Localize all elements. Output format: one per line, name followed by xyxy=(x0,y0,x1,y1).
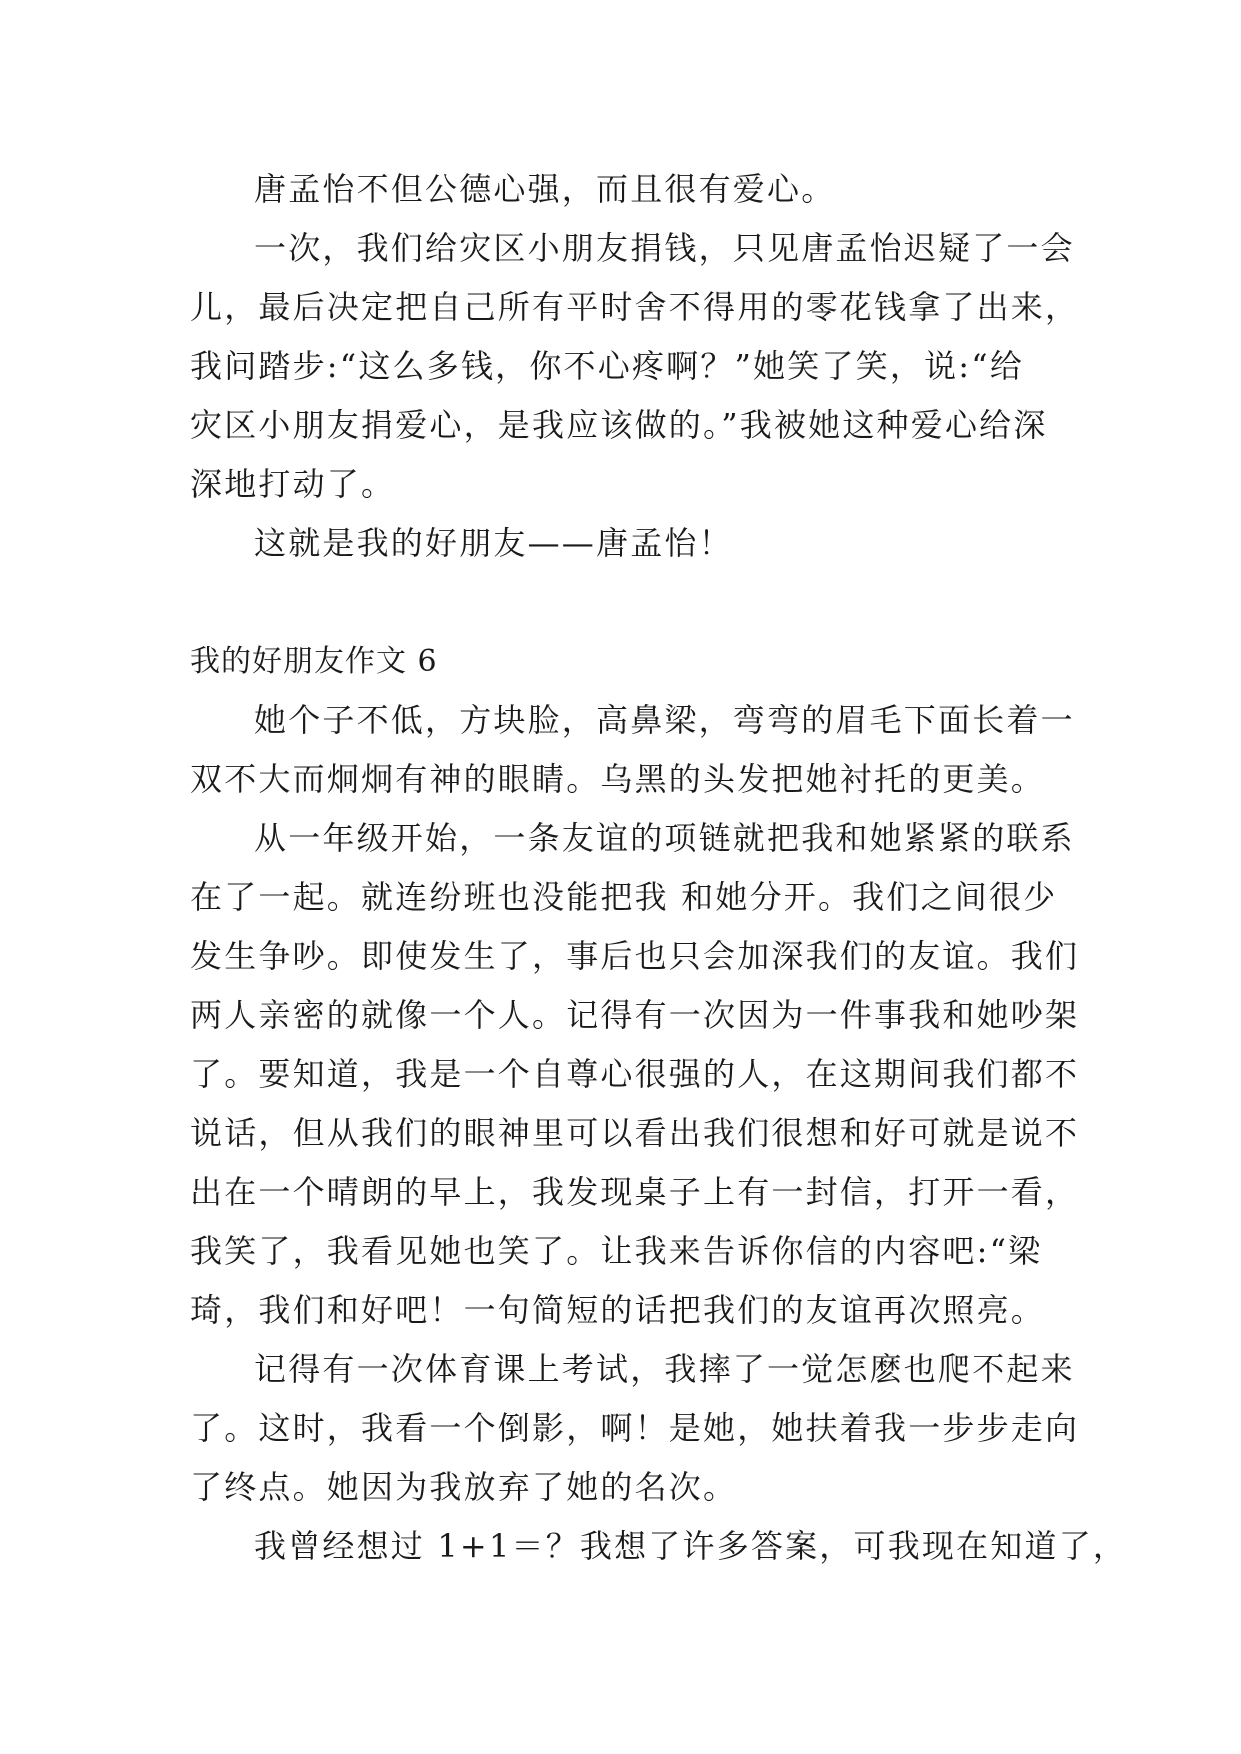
text-line: 唐孟怡不但公德心强，而且很有爱心。 xyxy=(254,170,836,208)
text-line: 发生争吵。即使发生了，事后也只会加深我们的友谊。我们 xyxy=(190,937,1080,975)
paragraph xyxy=(190,1517,1128,1576)
paragraph xyxy=(190,1340,1080,1517)
text-line: 儿，最后决定把自己所有平时舍不得用的零花钱拿了出来， xyxy=(190,288,1080,326)
text-line: 双不大而炯炯有神的眼睛。乌黑的头发把她衬托的更美。 xyxy=(190,760,1046,798)
document-body xyxy=(190,160,1128,1576)
text-line: 出在一个晴朗的早上，我发现桌子上有一封信，打开一看， xyxy=(190,1173,1080,1211)
text-line: 了。要知道，我是一个自尊心很强的人，在这期间我们都不 xyxy=(190,1055,1080,1093)
text-line: 灾区小朋友捐爱心，是我应该做的。”我被她这种爱心给深 xyxy=(190,406,1048,444)
text-line: 琦，我们和好吧！一句简短的话把我们的友谊再次照亮。 xyxy=(190,1291,1046,1329)
text-line: 这就是我的好朋友——唐孟怡！ xyxy=(254,524,733,562)
text-line: 一次，我们给灾区小朋友捐钱，只见唐孟怡迟疑了一会 xyxy=(254,229,1075,267)
paragraph xyxy=(190,160,1070,219)
text-line: 我问踏步:“这么多钱，你不心疼啊？”她笑了笑，说:“给 xyxy=(190,347,1025,385)
paragraph xyxy=(190,514,1070,573)
text-line: 了。这时，我看一个倒影，啊！是她，她扶着我一步步走向 xyxy=(190,1409,1080,1447)
text-line: 在了一起。就连纷班也没能把我 和她分开。我们之间很少 xyxy=(190,878,1058,916)
text-line: 了终点。她因为我放弃了她的名次。 xyxy=(190,1468,738,1506)
text-line: 两人亲密的就像一个人。记得有一次因为一件事我和她吵架 xyxy=(190,996,1080,1034)
text-line: 我曾经想过 1+1＝？我想了许多答案，可我现在知道了， xyxy=(254,1527,1128,1565)
text-line: 深地打动了。 xyxy=(190,465,396,503)
section-heading: 我的好朋友作文 6 xyxy=(190,644,438,679)
paragraph xyxy=(190,691,1075,809)
paragraph xyxy=(190,809,1080,1340)
text-line: 她个子不低，方块脸，高鼻梁，弯弯的眉毛下面长着一 xyxy=(254,701,1075,739)
paragraph xyxy=(190,219,1080,514)
text-line: 从一年级开始，一条友谊的项链就把我和她紧紧的联系 xyxy=(254,819,1075,857)
text-line: 我笑了，我看见她也笑了。让我来告诉你信的内容吧:“梁 xyxy=(190,1232,1043,1270)
section-spacer xyxy=(190,573,1070,632)
text-line: 记得有一次体育课上考试，我摔了一觉怎麽也爬不起来 xyxy=(254,1350,1075,1388)
text-line: 说话，但从我们的眼神里可以看出我们很想和好可就是说不 xyxy=(190,1114,1080,1152)
